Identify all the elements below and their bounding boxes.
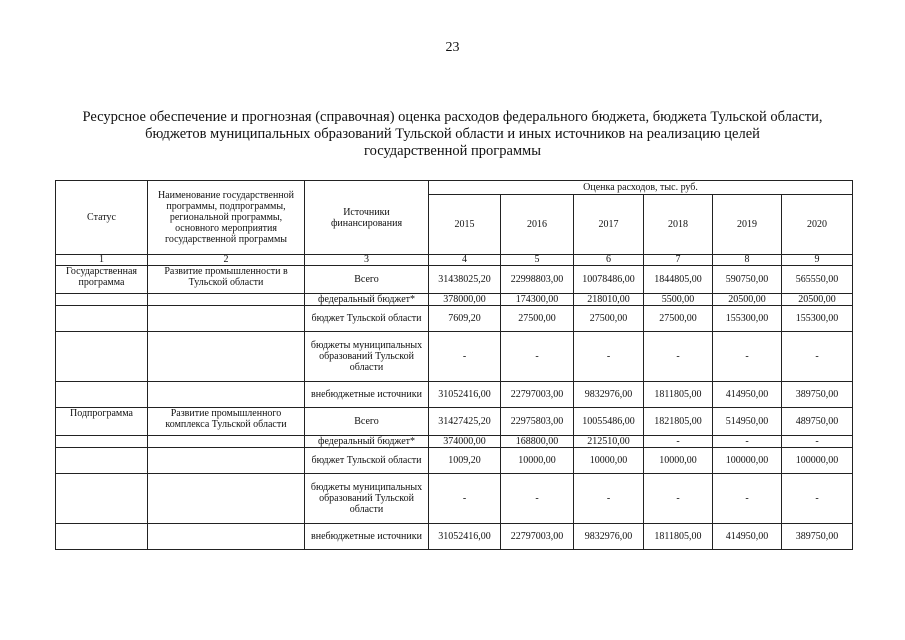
row-value: 31052416,00: [429, 382, 501, 408]
header-year: 2018: [644, 195, 713, 255]
row-status: [56, 474, 148, 524]
row-name: [148, 448, 305, 474]
table-row: [56, 294, 853, 306]
row-status: Государственная программа: [56, 266, 148, 294]
table-row: [56, 474, 853, 524]
row-value: 168800,00: [501, 436, 574, 448]
row-value: 514950,00: [713, 408, 782, 436]
row-name: [148, 474, 305, 524]
row-source: федеральный бюджет*: [305, 294, 429, 306]
row-value: -: [429, 474, 501, 524]
row-value: 389750,00: [782, 524, 853, 550]
row-value: 10055486,00: [574, 408, 644, 436]
row-name: [148, 436, 305, 448]
row-value: 9832976,00: [574, 524, 644, 550]
row-value: -: [644, 436, 713, 448]
table-row: [56, 306, 853, 332]
row-status: Подпрограмма: [56, 408, 148, 436]
column-index: 2: [148, 255, 305, 266]
row-value: -: [644, 332, 713, 382]
row-value: 31052416,00: [429, 524, 501, 550]
row-source: бюджет Тульской области: [305, 448, 429, 474]
header-year: 2019: [713, 195, 782, 255]
row-status: [56, 294, 148, 306]
row-status: [56, 524, 148, 550]
row-value: -: [501, 332, 574, 382]
row-value: 1811805,00: [644, 382, 713, 408]
column-index: 7: [644, 255, 713, 266]
row-value: -: [713, 474, 782, 524]
row-source: бюджет Тульской области: [305, 306, 429, 332]
header-sources: Источники финансирования: [305, 181, 429, 255]
title-line-2: бюджетов муниципальных образований Тульской области и иных источников на реализацию целей: [145, 126, 760, 142]
row-source: внебюджетные источники: [305, 524, 429, 550]
header-year: 2015: [429, 195, 501, 255]
row-value: 9832976,00: [574, 382, 644, 408]
row-value: 31438025,20: [429, 266, 501, 294]
row-value: 20500,00: [713, 294, 782, 306]
row-value: -: [713, 436, 782, 448]
row-source: внебюджетные источники: [305, 382, 429, 408]
row-status: [56, 382, 148, 408]
row-value: 590750,00: [713, 266, 782, 294]
row-name: [148, 306, 305, 332]
column-index: 3: [305, 255, 429, 266]
budget-table: [55, 180, 853, 550]
column-index: 9: [782, 255, 853, 266]
row-name: Развитие промышленного комплекса Тульской области: [148, 408, 305, 436]
row-source: федеральный бюджет*: [305, 436, 429, 448]
row-name: [148, 294, 305, 306]
row-value: 22797003,00: [501, 382, 574, 408]
column-index: 4: [429, 255, 501, 266]
row-value: 1844805,00: [644, 266, 713, 294]
row-value: 1009,20: [429, 448, 501, 474]
row-value: 414950,00: [713, 524, 782, 550]
row-value: 378000,00: [429, 294, 501, 306]
row-status: [56, 306, 148, 332]
row-status: [56, 448, 148, 474]
table-row: [56, 524, 853, 550]
column-index: 8: [713, 255, 782, 266]
row-value: -: [713, 332, 782, 382]
row-name: [148, 382, 305, 408]
row-name: Развитие промышленности в Тульской области: [148, 266, 305, 294]
row-value: 155300,00: [713, 306, 782, 332]
row-value: -: [782, 474, 853, 524]
column-index: 5: [501, 255, 574, 266]
row-value: 10078486,00: [574, 266, 644, 294]
row-value: 22998803,00: [501, 266, 574, 294]
row-value: 1811805,00: [644, 524, 713, 550]
header-year: 2017: [574, 195, 644, 255]
row-value: 10000,00: [574, 448, 644, 474]
column-index: 1: [56, 255, 148, 266]
table-row: [56, 332, 853, 382]
row-value: 489750,00: [782, 408, 853, 436]
header-status: Статус: [56, 181, 148, 255]
row-source: бюджеты муниципальных образований Тульской области: [305, 474, 429, 524]
row-value: 10000,00: [644, 448, 713, 474]
row-value: 374000,00: [429, 436, 501, 448]
row-value: 27500,00: [644, 306, 713, 332]
row-value: 22797003,00: [501, 524, 574, 550]
table-row: [56, 266, 853, 294]
row-status: [56, 332, 148, 382]
table-row: [56, 436, 853, 448]
row-value: -: [782, 436, 853, 448]
row-value: -: [574, 474, 644, 524]
document-title: [40, 109, 865, 160]
row-value: 7609,20: [429, 306, 501, 332]
row-value: 31427425,20: [429, 408, 501, 436]
row-value: 27500,00: [574, 306, 644, 332]
row-status: [56, 436, 148, 448]
row-source: бюджеты муниципальных образований Тульской области: [305, 332, 429, 382]
row-name: [148, 524, 305, 550]
row-value: 565550,00: [782, 266, 853, 294]
page-number: 23: [445, 40, 460, 55]
title-line-3: государственной программы: [364, 143, 541, 159]
table-row: [56, 408, 853, 436]
row-value: 1821805,00: [644, 408, 713, 436]
column-index: 6: [574, 255, 644, 266]
row-value: -: [429, 332, 501, 382]
row-value: 10000,00: [501, 448, 574, 474]
row-value: 100000,00: [782, 448, 853, 474]
row-value: 5500,00: [644, 294, 713, 306]
header-estimate: Оценка расходов, тыс. руб.: [429, 181, 853, 195]
row-value: 174300,00: [501, 294, 574, 306]
row-value: 27500,00: [501, 306, 574, 332]
table-row: [56, 382, 853, 408]
row-source: Всего: [305, 266, 429, 294]
row-value: 100000,00: [713, 448, 782, 474]
row-name: [148, 332, 305, 382]
row-value: -: [644, 474, 713, 524]
header-year: 2020: [782, 195, 853, 255]
row-value: -: [574, 332, 644, 382]
row-value: -: [782, 332, 853, 382]
row-value: 22975803,00: [501, 408, 574, 436]
row-value: 212510,00: [574, 436, 644, 448]
row-value: -: [501, 474, 574, 524]
table-row: [56, 448, 853, 474]
row-value: 389750,00: [782, 382, 853, 408]
row-value: 155300,00: [782, 306, 853, 332]
row-value: 20500,00: [782, 294, 853, 306]
title-line-1: Ресурсное обеспечение и прогнозная (справочная) оценка расходов федерального бюджета, бюджета Тульской области,: [82, 109, 823, 125]
row-value: 414950,00: [713, 382, 782, 408]
header-name: Наименование государственной программы, подпрограммы, региональной программы, основного мероприятия государственной программы: [148, 181, 305, 255]
row-source: Всего: [305, 408, 429, 436]
header-year: 2016: [501, 195, 574, 255]
row-value: 218010,00: [574, 294, 644, 306]
